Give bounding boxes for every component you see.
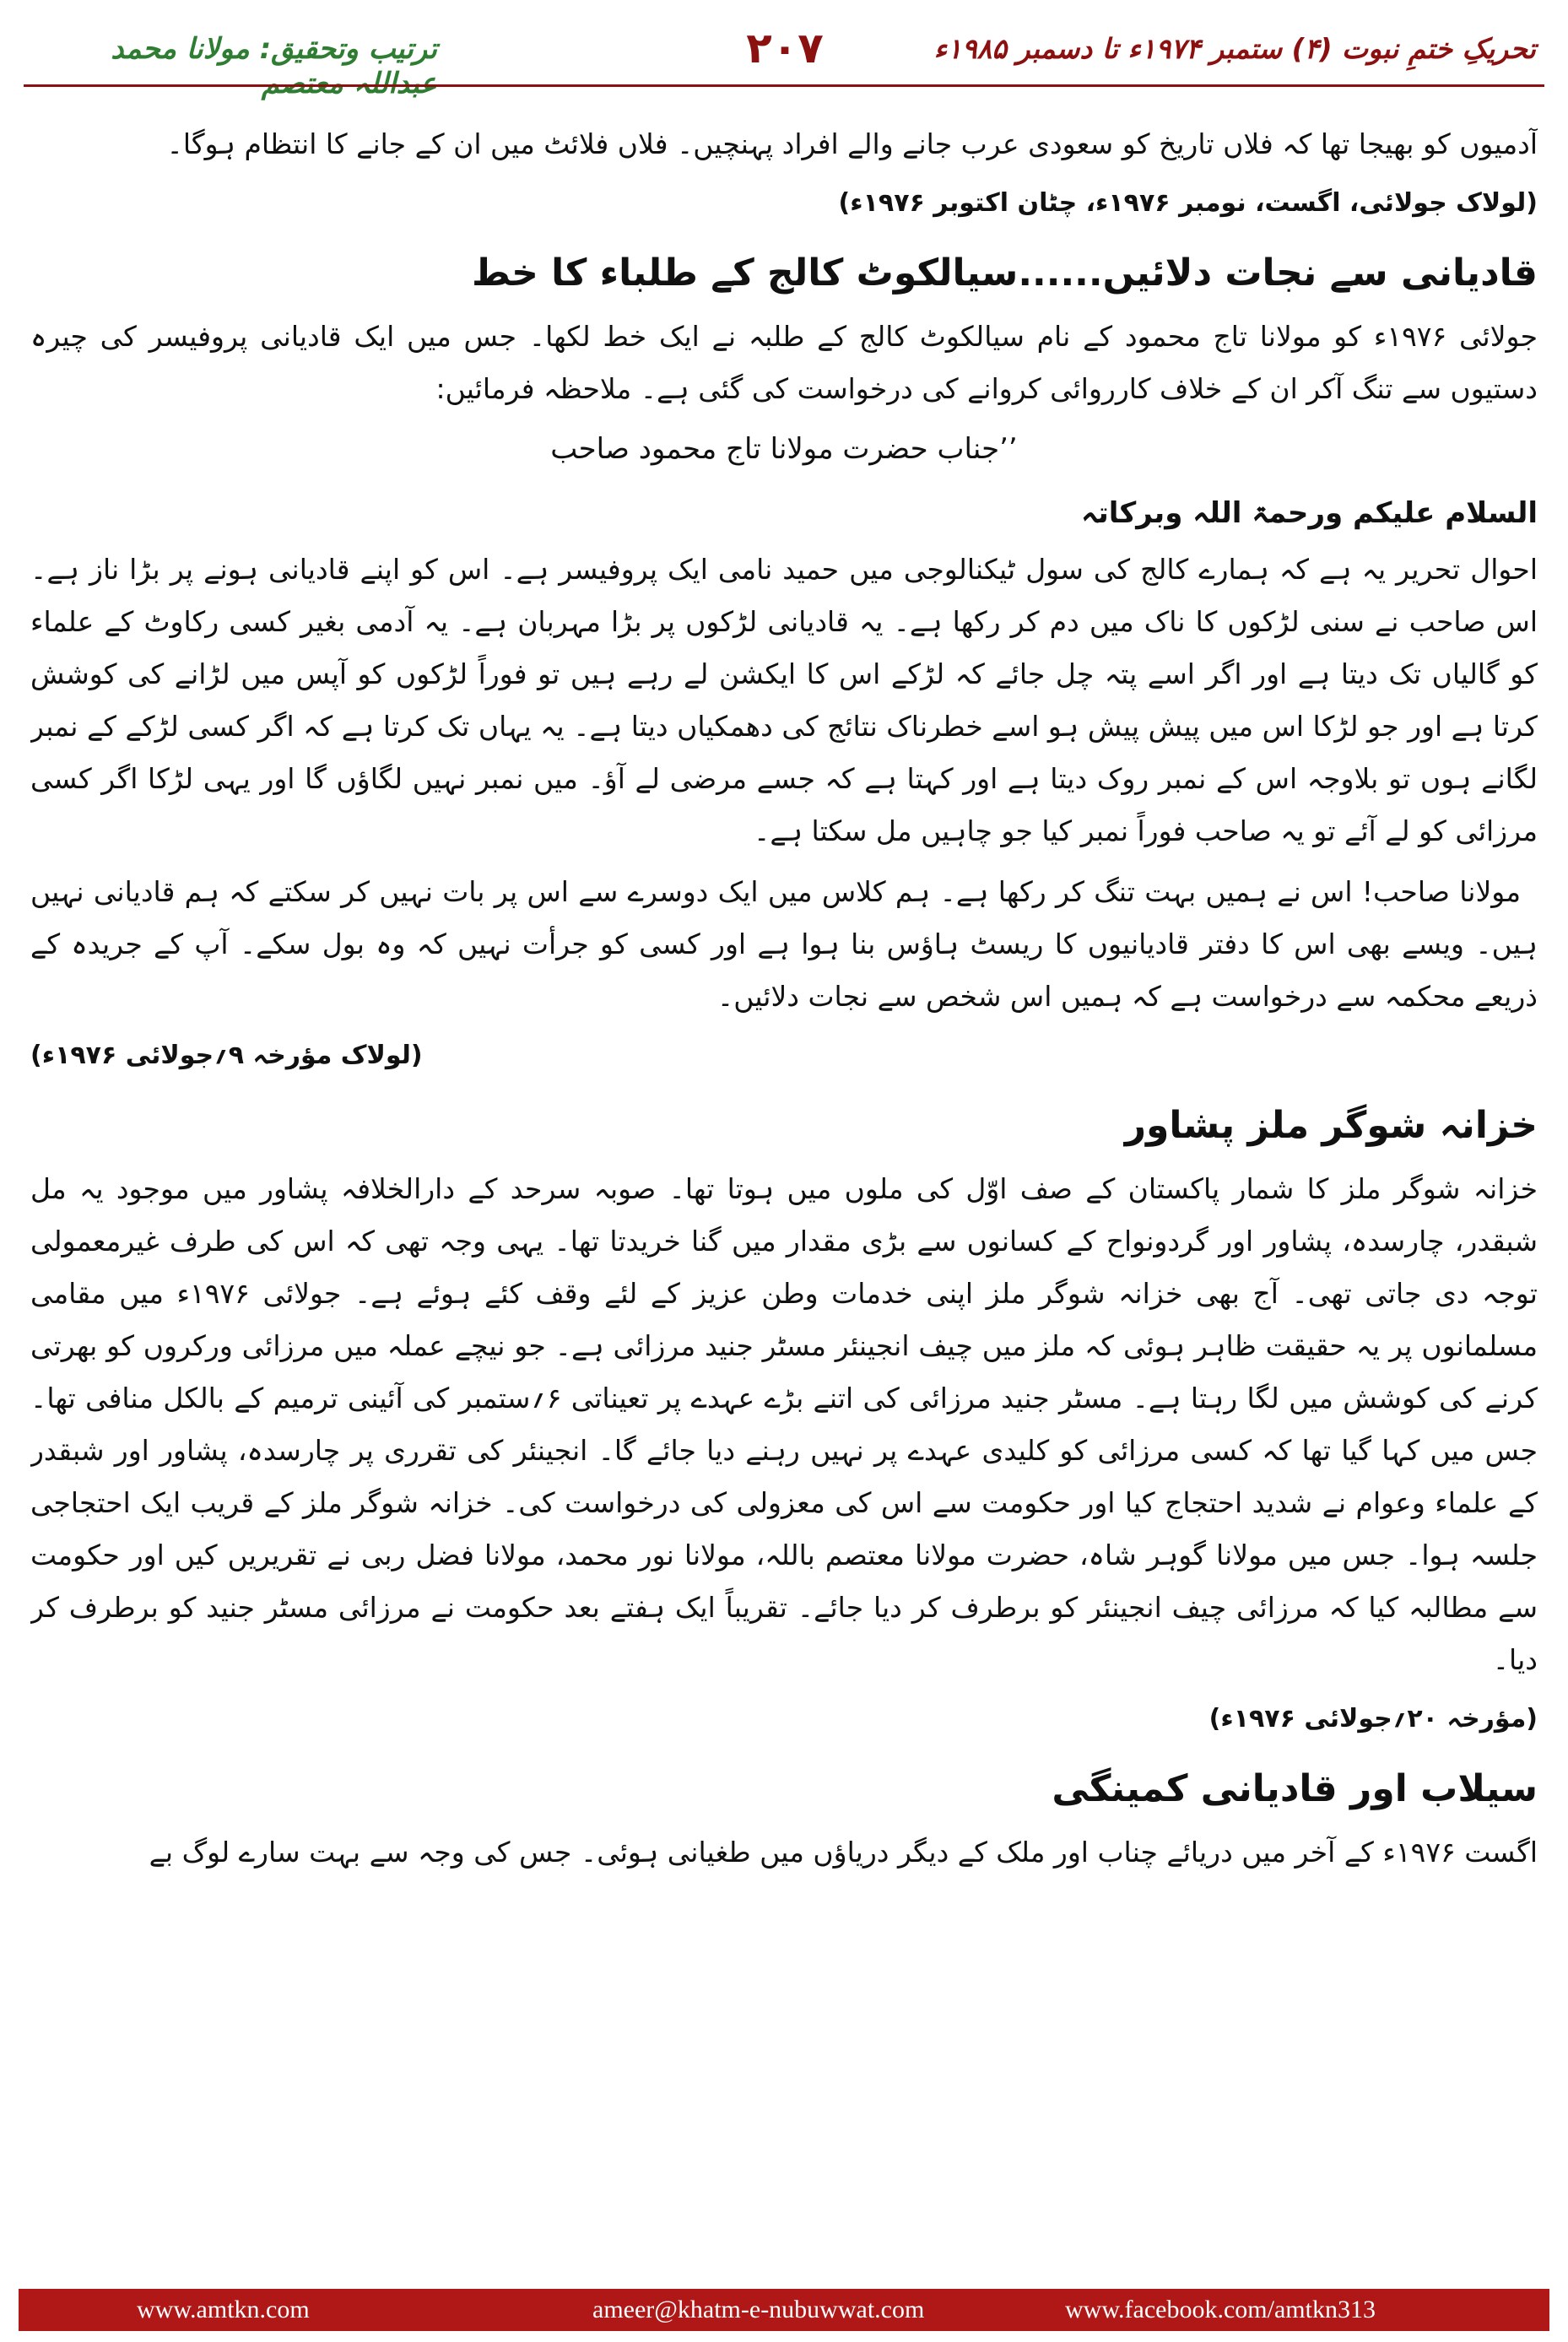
section-heading-sialkot-letter: قادیانی سے نجات دلائیں......سیالکوٹ کالج کے طلباء کا خط [472, 252, 1538, 295]
header-divider [24, 84, 1544, 87]
paragraph-3: مولانا صاحب! اس نے ہمیں بہت تنگ کر رکھا ہے۔ ہم کلاس میں ایک دوسرے سے اس پر بات نہیں کر سکتے کہ ہم قادیانی نہیں ہیں۔ ویسے بھی اس کا دفتر قادیانیوں کا ریسٹ ہاؤس بنا ہوا ہے اور کسی کو جرأت نہیں کہ وہ بول سکے۔ آپ کے جریدہ کے ذریعے محکمہ سے درخواست ہے کہ ہمیں اس شخص سے نجات دلائیں۔ [30, 875, 1538, 1013]
letter-salutation: السلام علیکم ورحمۃ اللہ وبرکاتہ [1081, 496, 1538, 530]
paragraph-2: احوال تحریر یہ ہے کہ ہمارے کالج کی سول ٹیکنالوجی میں حمید نامی ایک پروفیسر ہے۔ اس کو اپنے قادیانی ہونے پر بڑا ناز ہے۔ اس صاحب نے سنی لڑکوں کا ناک میں دم کر رکھا ہے۔ یہ قادیانی لڑکوں پر بڑا مہربان ہے۔ یہ آدمی بغیر کسی رکاوٹ کے علماء کو گالیاں تک دیتا ہے اور اگر اسے پتہ چل جائے کہ لڑکے اس کا ایکشن لے رہے ہیں تو فوراً لڑکوں کو آپس میں لڑانے کی کوشش کرتا ہے اور جو لڑکا اس میں پیش پیش ہو اسے خطرناک نتائج کی دھمکیاں دیتا ہے۔ یہ یہاں تک کرتا ہے کہ اگر کسی لڑکے کے نمبر لگانے ہوں تو بلاوجہ اس کے نمبر روک دیتا ہے اور کہتا ہے کہ جسے مرضی لے آؤ۔ میں نمبر نہیں لگاؤں گا اور یہی لڑکا اگر کسی مرزائی کو لے آئے تو یہ صاحب فوراً نمبر کیا جو چاہیں مل سکتا ہے۔ [30, 553, 1538, 847]
footer-facebook-link[interactable]: www.facebook.com/amtkn313 [1065, 2296, 1376, 2323]
page-number: ۲۰۷ [746, 24, 824, 73]
page-body [30, 118, 1538, 2253]
book-title: تحریکِ ختمِ نبوت (۴) ستمبر ۱۹۷۴ء تا دسمبر ۱۹۸۵ء [933, 32, 1536, 65]
reference-2: (مؤرخہ ۲۰؍جولائی ۱۹۷۶ء) [1208, 1704, 1538, 1734]
footer-website-link[interactable]: www.amtkn.com [137, 2296, 310, 2323]
page-header [0, 0, 1568, 100]
page-footer [19, 2289, 1549, 2331]
compiler-credit: ترتیب وتحقیق: مولانا محمد عبداللہ معتصم [111, 32, 437, 100]
reference-1: (لولاک مؤرخہ ۹؍جولائی ۱۹۷۶ء) [30, 1041, 423, 1070]
reference-0: (لولاک جولائی، اگست، نومبر ۱۹۷۶ء، چٹان اکتوبر ۱۹۷۶ء) [838, 188, 1538, 218]
footer-email-link[interactable]: ameer@khatm-e-nubuwwat.com [592, 2296, 925, 2323]
paragraph-5: اگست ۱۹۷۶ء کے آخر میں دریائے چناب اور ملک کے دیگر دریاؤں میں طغیانی ہوئی۔ جس کی وجہ سے بہت سارے لوگ بے [149, 1836, 1538, 1869]
paragraph-1: جولائی ۱۹۷۶ء کو مولانا تاج محمود کے نام سیالکوٹ کالج کے طلبہ نے ایک خط لکھا۔ جس میں ایک قادیانی پروفیسر کی چیرہ دستیوں سے تنگ آکر ان کے خلاف کارروائی کروانے کی درخواست کی گئی ہے۔ ملاحظہ فرمائیں: [30, 320, 1538, 405]
section-heading-flood: سیلاب اور قادیانی کمینگی [1052, 1767, 1538, 1810]
section-heading-sugar-mills: خزانہ شوگر ملز پشاور [1124, 1104, 1538, 1147]
paragraph-4: خزانہ شوگر ملز کا شمار پاکستان کے صف اوّل کی ملوں میں ہوتا تھا۔ صوبہ سرحد کے دارالخلافہ پشاور میں موجود یہ مل شبقدر، چارسدہ، پشاور اور گردونواح کے کسانوں سے بڑی مقدار میں گنا خریدتا تھا۔ یہی وجہ تھی کہ اس کی طرف غیرمعمولی توجہ دی جاتی تھی۔ آج بھی خزانہ شوگر ملز اپنی خدمات وطن عزیز کے لئے وقف کئے ہوئے ہے۔ جولائی ۱۹۷۶ء میں مقامی مسلمانوں پر یہ حقیقت ظاہر ہوئی کہ ملز میں چیف انجینئر مسٹر جنید مرزائی ہے۔ جو نیچے عملہ میں مرزائی ورکروں کو بھرتی کرنے کی کوشش میں لگا رہتا ہے۔ مسٹر جنید مرزائی کی اتنے بڑے عہدے پر تعیناتی ۶؍ستمبر کی آئینی ترمیم کے بالکل منافی تھا۔ جس میں کہا گیا تھا کہ کسی مرزائی کو کلیدی عہدے پر نہیں رہنے دیا جائے گا۔ انجینئر کی تقرری پر چارسدہ، پشاور اور شبقدر کے علماء وعوام نے شدید احتجاج کیا اور حکومت سے اس کی معزولی کی درخواست کی۔ خزانہ شوگر ملز کے قریب ایک احتجاجی جلسہ ہوا۔ جس میں مولانا گوہر شاہ، حضرت مولانا معتصم باللہ، مولانا نور محمد، مولانا فضل ربی نے تقریریں کیں اور حکومت سے مطالبہ کیا کہ مرزائی چیف انجینئر کو برطرف کر دیا جائے۔ تقریباً ایک ہفتے بعد حکومت نے مرزائی مسٹر جنید کو برطرف کر دیا۔ [30, 1172, 1538, 1676]
paragraph-0: آدمیوں کو بھیجا تھا کہ فلاں تاریخ کو سعودی عرب جانے والے افراد پہنچیں۔ فلاں فلائٹ میں ان کے جانے کا انتظام ہوگا۔ [166, 127, 1538, 160]
letter-greeting: ’’جناب حضرت مولانا تاج محمود صاحب [550, 432, 1018, 466]
